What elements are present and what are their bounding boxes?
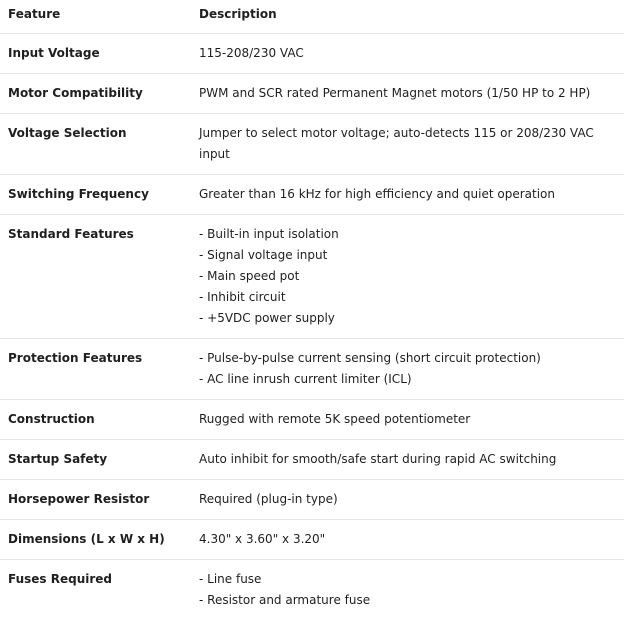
table-row bbox=[0, 479, 624, 519]
feature-cell: Startup Safety bbox=[0, 439, 191, 479]
header-row bbox=[0, 0, 624, 33]
description-cell bbox=[191, 479, 624, 519]
description-cell bbox=[191, 174, 624, 214]
description-cell bbox=[191, 559, 624, 620]
description-cell bbox=[191, 214, 624, 338]
feature-cell: Input Voltage bbox=[0, 33, 191, 73]
table-row bbox=[0, 73, 624, 113]
table-row bbox=[0, 174, 624, 214]
description-cell bbox=[191, 519, 624, 559]
description-line: - Inhibit circuit bbox=[199, 289, 286, 304]
feature-cell: Horsepower Resistor bbox=[0, 479, 191, 519]
table-row bbox=[0, 519, 624, 559]
description-line: 115-208/230 VAC bbox=[199, 45, 304, 60]
table-row bbox=[0, 113, 624, 174]
description-line: - Line fuse bbox=[199, 571, 262, 586]
header-description: Description bbox=[191, 0, 624, 33]
description-line: - +5VDC power supply bbox=[199, 310, 335, 325]
header-feature: Feature bbox=[0, 0, 191, 33]
feature-cell: Protection Features bbox=[0, 338, 191, 399]
description-line: - Resistor and armature fuse bbox=[199, 592, 371, 607]
table-header bbox=[0, 0, 624, 33]
description-line: PWM and SCR rated Permanent Magnet motors (1/50 HP to 2 HP) bbox=[199, 85, 591, 100]
description-line: Required (plug-in type) bbox=[199, 491, 338, 506]
description-cell bbox=[191, 73, 624, 113]
description-cell bbox=[191, 33, 624, 73]
description-line: Auto inhibit for smooth/safe start during rapid AC switching bbox=[199, 451, 557, 466]
description-cell bbox=[191, 399, 624, 439]
description-line: - Signal voltage input bbox=[199, 247, 328, 262]
description-line: - Main speed pot bbox=[199, 268, 300, 283]
table-row bbox=[0, 439, 624, 479]
description-cell bbox=[191, 113, 624, 174]
description-line: Jumper to select motor voltage; auto-detects 115 or 208/230 VAC input bbox=[199, 125, 594, 161]
table-row bbox=[0, 33, 624, 73]
feature-cell: Motor Compatibility bbox=[0, 73, 191, 113]
description-cell bbox=[191, 439, 624, 479]
feature-cell: Dimensions (L x W x H) bbox=[0, 519, 191, 559]
table-row bbox=[0, 214, 624, 338]
description-line: - AC line inrush current limiter (ICL) bbox=[199, 371, 412, 386]
table-row bbox=[0, 559, 624, 620]
description-line: 4.30" x 3.60" x 3.20" bbox=[199, 531, 326, 546]
table-row bbox=[0, 399, 624, 439]
feature-cell: Construction bbox=[0, 399, 191, 439]
description-cell bbox=[191, 338, 624, 399]
table-row bbox=[0, 338, 624, 399]
feature-cell: Voltage Selection bbox=[0, 113, 191, 174]
description-line: Greater than 16 kHz for high efficiency and quiet operation bbox=[199, 186, 555, 201]
description-line: - Built-in input isolation bbox=[199, 226, 339, 241]
feature-cell: Switching Frequency bbox=[0, 174, 191, 214]
feature-cell: Standard Features bbox=[0, 214, 191, 338]
feature-cell: Fuses Required bbox=[8, 571, 113, 586]
table-body bbox=[0, 33, 624, 620]
description-line: - Pulse-by-pulse current sensing (short circuit protection) bbox=[199, 350, 541, 365]
description-line: Rugged with remote 5K speed potentiometer bbox=[199, 411, 471, 426]
